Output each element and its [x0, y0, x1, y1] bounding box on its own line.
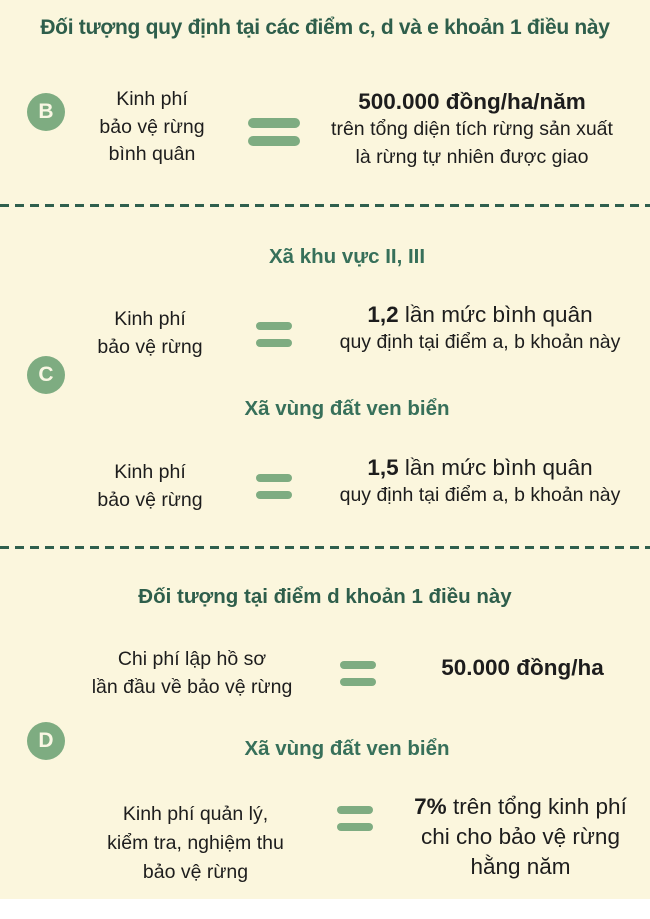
section-d-row1-value: [400, 653, 645, 682]
section-c-row2-value: [308, 453, 650, 510]
section-c-row2-value-title: [308, 453, 650, 482]
bottom-white-strip: [0, 899, 650, 919]
section-d-zone-heading: Xã vùng đất ven biển: [244, 737, 450, 760]
section-c-row2-value-rest: lần mức bình quân: [398, 455, 593, 480]
section-c-row2-value-multiplier: 1,5: [367, 455, 399, 480]
section-d-badge-letter: D: [38, 729, 54, 752]
section-d-row1-label-line: lần đầu về bảo vệ rừng: [91, 675, 293, 698]
section-c-row1-value-title: [308, 300, 650, 329]
equals-bar: [337, 823, 373, 831]
equals-icon: [256, 322, 292, 347]
section-b-badge-letter: B: [38, 100, 54, 123]
equals-bar: [340, 661, 376, 669]
section-d-row2-label: [78, 800, 313, 887]
section-c-row1-value: [308, 300, 650, 357]
equals-bar: [248, 118, 300, 128]
equals-bar: [337, 806, 373, 814]
section-c-zone2-heading: Xã vùng đất ven biển: [244, 397, 450, 420]
section-c-badge: [27, 356, 65, 394]
equals-icon: [340, 661, 376, 686]
section-b-label-line: Kinh phí: [116, 88, 188, 110]
section-d-row2-label-line: bảo vệ rừng: [142, 861, 249, 883]
section-c-row1-label-line: Kinh phí: [114, 308, 186, 330]
equals-icon: [248, 118, 300, 146]
section-c-row2-label: [50, 459, 250, 514]
equals-bar: [256, 322, 292, 330]
section-c-row2-label-line: bảo vệ rừng: [97, 488, 203, 511]
equals-bar: [340, 678, 376, 686]
section-d-row2-value-title: [393, 792, 648, 822]
section-c-zone1-heading: Xã khu vực II, III: [268, 245, 426, 268]
section-c-badge-letter: C: [38, 363, 54, 386]
section-d-row2-label-line: kiểm tra, nghiệm thu: [107, 832, 284, 854]
section-c-row2-value-line: quy định tại điểm a, b khoản này: [339, 484, 621, 506]
section-d-row1-value-amount: 50.000 đồng/ha: [441, 655, 604, 680]
equals-icon: [256, 474, 292, 499]
section-d-row2-value-percent: 7%: [414, 794, 447, 819]
section-b-value-line: là rừng tự nhiên được giao: [355, 145, 589, 168]
equals-bar: [256, 339, 292, 347]
section-b-value-line: trên tổng diện tích rừng sản xuất: [331, 118, 613, 140]
section-d-row2-label-line: Kinh phí quản lý,: [122, 803, 269, 825]
section-d-row1-label-line: Chi phí lập hồ sơ: [117, 648, 267, 670]
section-b-label: [52, 86, 252, 169]
page-title: Đối tượng quy định tại các điểm c, d và e khoản 1 điều này: [40, 16, 610, 39]
section-c-row1-value-multiplier: 1,2: [367, 302, 399, 327]
section-d-row2-value-line: hằng năm: [470, 854, 571, 879]
section-d-heading: Đối tượng tại điểm d khoản 1 điều này: [138, 585, 512, 608]
dashed-divider: [0, 204, 650, 207]
section-d-row2-value: [393, 792, 648, 882]
equals-bar: [256, 474, 292, 482]
section-b-label-line: bình quân: [108, 143, 196, 165]
section-d-row2-value-rest: trên tổng kinh phí: [446, 794, 627, 819]
section-d-row1-label: [77, 646, 307, 701]
section-b-value-amount: 500.000 đồng/ha/năm: [358, 89, 586, 114]
section-c-row1-label: [50, 306, 250, 361]
section-c-row1-label-line: bảo vệ rừng: [97, 335, 203, 358]
section-b-label-line: bảo vệ rừng: [99, 115, 205, 138]
equals-bar: [248, 136, 300, 146]
section-c-row1-value-line: quy định tại điểm a, b khoản này: [339, 331, 621, 353]
section-d-row2-value-line: chi cho bảo vệ rừng: [421, 824, 620, 849]
section-c-row1-value-rest: lần mức bình quân: [398, 302, 593, 327]
dashed-divider: [0, 546, 650, 549]
section-c-row2-label-line: Kinh phí: [114, 461, 186, 483]
equals-icon: [337, 806, 373, 831]
equals-bar: [256, 491, 292, 499]
section-b-value: [303, 87, 641, 171]
